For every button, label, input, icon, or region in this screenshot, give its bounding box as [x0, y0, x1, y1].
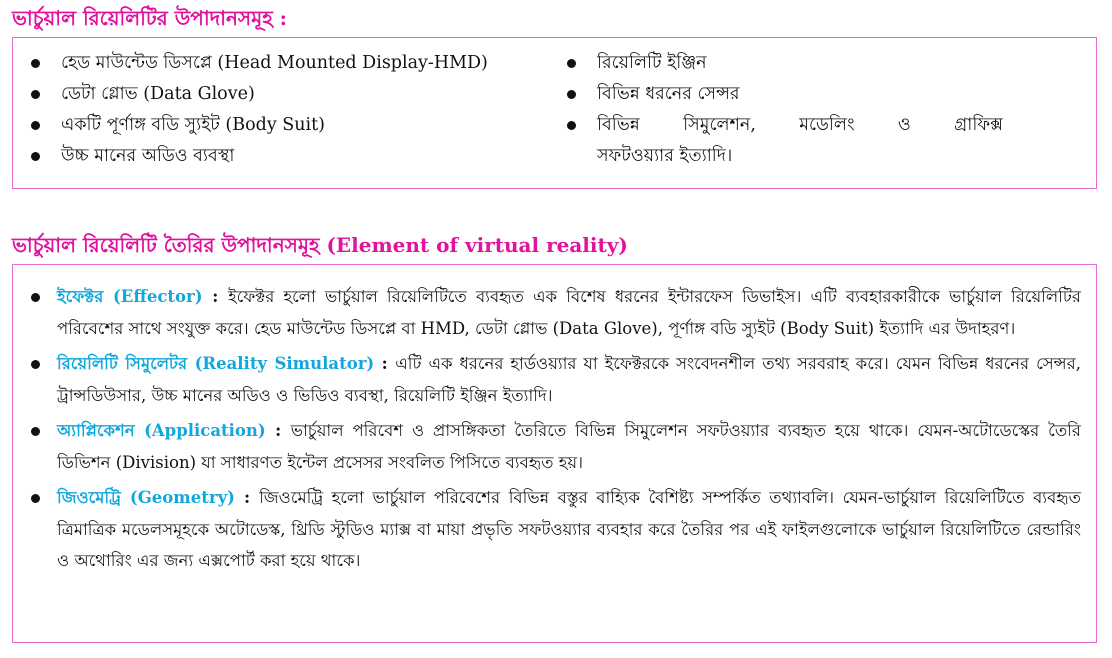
components-left-list	[27, 48, 547, 172]
bullet-icon	[31, 427, 40, 436]
components-box	[12, 37, 1097, 189]
bullet-icon	[31, 293, 40, 302]
entry-colon: :	[374, 354, 396, 373]
list-item-text: একটি পূর্ণাঙ্গ বডি স্যুইট (Body Suit)	[61, 115, 325, 135]
element-entry-reality-simulator	[13, 348, 1081, 411]
list-item	[563, 79, 1003, 110]
element-entry-application	[13, 415, 1081, 478]
list-item-text: সফটওয়্যার ইত্যাদি।	[597, 146, 733, 166]
bullet-icon	[31, 59, 40, 68]
section1-title: ভার্চুয়াল রিয়েলিটির উপাদানসমূহ :	[12, 6, 288, 30]
list-item-text: বিভিন্ন সিমুলেশন, মডেলিং ও গ্রাফিক্স	[597, 115, 1003, 135]
bullet-icon	[31, 90, 40, 99]
list-item-text: ডেটা গ্লোভ (Data Glove)	[61, 84, 255, 104]
element-entry-effector	[13, 281, 1081, 344]
list-item	[563, 48, 1003, 79]
list-item	[27, 48, 547, 79]
list-item-text: হেড মাউন্টেড ডিসপ্লে (Head Mounted Display-HMD)	[61, 53, 488, 73]
bullet-icon	[567, 59, 576, 68]
entry-text: এটি এক ধরনের হার্ডওয়্যার যা ইফেক্টরকে সংবেদনশীল তথ্য সরবরাহ করে। যেমন বিভিন্ন ধরনের সেন্সর, ট্রান্সডিউসার, উচ্চ মানের অডিও ও ভিডিও ব্যবস্থা, রিয়েলিটি ইঞ্জিন ইত্যাদি।	[57, 354, 1081, 405]
list-item	[27, 141, 547, 172]
entry-colon: :	[202, 287, 228, 306]
section2-title: ভার্চুয়াল রিয়েলিটি তৈরির উপাদানসমূহ (Element of virtual reality)	[12, 233, 628, 257]
list-item-continuation	[563, 141, 1003, 172]
list-item	[563, 110, 1003, 141]
components-right-list	[563, 48, 1003, 172]
entry-text: ইফেক্টর হলো ভার্চুয়াল রিয়েলিটিতে ব্যবহৃত এক বিশেষ ধরনের ইন্টারফেস ডিভাইস। এটি ব্যবহারকারীকে ভার্চুয়াল রিয়েলিটির পরিবেশের সাথে সংযুক্ত করে। হেড মাউন্টেড ডিসপ্লে বা HMD, ডেটা গ্লোভ (Data Glove), পূর্ণাঙ্গ বডি স্যুইট (Body Suit) ইত্যাদি এর উদাহরণ।	[57, 287, 1081, 338]
list-item-text: রিয়েলিটি ইঞ্জিন	[597, 53, 707, 73]
entry-term: অ্যাপ্লিকেশন (Application)	[57, 421, 266, 440]
entry-term: জিওমেট্রি (Geometry)	[57, 488, 235, 507]
entry-text: ভার্চুয়াল পরিবেশ ও প্রাসঙ্গিকতা তৈরিতে বিভিন্ন সিমুলেশন সফটওয়্যার ব্যবহৃত হয়ে থাকে। যেমন-অটোডেস্কের তৈরি ডিভিশন (Division) যা সাধারণত ইন্টেল প্রসেসর সংবলিত পিসিতে ব্যবহৃত হয়।	[57, 421, 1081, 472]
entry-colon: :	[234, 488, 260, 507]
bullet-icon	[31, 494, 40, 503]
elements-box	[12, 264, 1097, 643]
bullet-icon	[567, 90, 576, 99]
bullet-icon	[31, 152, 40, 161]
list-item-text: বিভিন্ন ধরনের সেন্সর	[597, 84, 740, 104]
element-entry-geometry	[13, 482, 1081, 577]
bullet-icon	[567, 121, 576, 130]
elements-list	[13, 281, 1081, 581]
entry-term: রিয়েলিটি সিমুলেটর (Reality Simulator)	[57, 354, 375, 373]
list-item-text: উচ্চ মানের অডিও ব্যবস্থা	[61, 146, 235, 166]
bullet-icon	[31, 360, 40, 369]
entry-text: জিওমেট্রি হলো ভার্চুয়াল পরিবেশের বিভিন্ন বস্তুর বাহ্যিক বৈশিষ্ট্য সম্পর্কিত তথ্যাবলি। যেমন-ভার্চুয়াল রিয়েলিটিতে ব্যবহৃত ত্রিমাত্রিক মডেলসমূহকে অটোডেস্ক, থ্রিডি স্টুডিও ম্যাক্স বা মায়া প্রভৃতি সফটওয়্যার ব্যবহার করে তৈরির পর এই ফাইলগুলোকে ভার্চুয়াল রিয়েলিটিতে রেন্ডারিং ও অথোরিং এর জন্য এক্সপোর্ট করা হয়ে থাকে।	[57, 488, 1081, 570]
list-item	[27, 110, 547, 141]
bullet-icon	[31, 121, 40, 130]
entry-term: ইফেক্টর (Effector)	[57, 287, 203, 306]
list-item	[27, 79, 547, 110]
entry-colon: :	[265, 421, 291, 440]
